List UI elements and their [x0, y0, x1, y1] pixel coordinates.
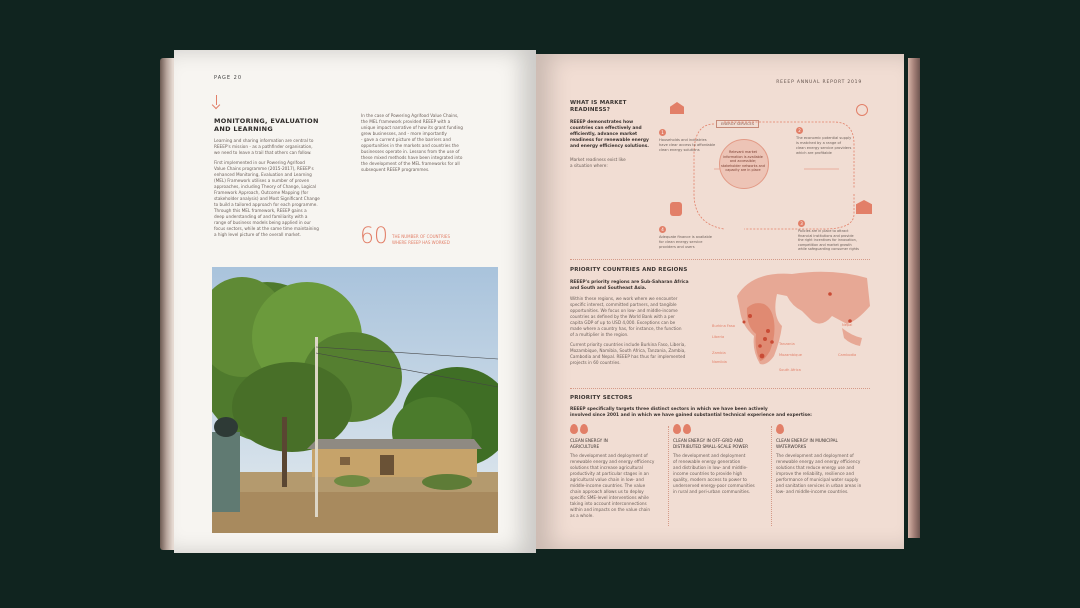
sector-divider — [771, 426, 772, 526]
sector-title-line: CLEAN ENERGY IN MUNICIPAL — [776, 438, 838, 443]
sector-waterworks — [776, 438, 876, 495]
col2-line: grew businesses, and - more importantly — [361, 131, 447, 136]
sectors-lead-line: involved since 2001 and in which we have gained substantial technical experience and expertise: — [570, 413, 812, 418]
market-center-text — [712, 150, 774, 173]
priority-lead-line: and South and Southeast Asia. — [570, 286, 647, 291]
sector-body-line: The development and deployment of — [570, 453, 648, 458]
priority-body-line: Mozambique, Namibia, South Africa, Tanzania, Zambia, — [570, 348, 686, 353]
page-number: PAGE 20 — [214, 75, 243, 81]
water-drop-icon — [580, 424, 588, 434]
col2-line: these mixed methods have been integrated into — [361, 155, 463, 160]
market-definition-line: Market readiness exist like — [570, 157, 626, 162]
col1-line: Through this MEL framework, REEEP gains a — [214, 208, 307, 213]
col1-line: deep understanding of and familiarity with a — [214, 214, 308, 219]
sector-body-line: quality, modern access to power to — [673, 477, 747, 482]
sector-title-line: DISTRIBUTED SMALL-SCALE POWER — [673, 444, 749, 449]
center-line: capacity are in place — [725, 168, 761, 173]
energy-services-label: ENERGY SERVICES — [716, 120, 759, 128]
node-3-line: while safeguarding consumer rights — [798, 247, 859, 252]
market-heading — [570, 100, 627, 114]
sector-body-line: in rural and peri-urban communities. — [673, 489, 751, 494]
world-map — [732, 266, 872, 376]
map-label-nepal: Nepal — [842, 323, 853, 327]
sector-body-line: taking into account interconnections — [570, 501, 647, 506]
map-label-zambia: Zambia — [712, 351, 726, 355]
market-intro-line: readiness for renewable energy — [570, 138, 649, 143]
sector-title-line: CLEAN ENERGY IN — [570, 438, 608, 443]
sector-body-line: of renewable energy generation — [673, 459, 741, 464]
sector-body-line: improve the reliability, resilience and — [776, 471, 854, 476]
col1-line: approaches, including Theory of Change, Logical — [214, 184, 317, 189]
market-definition — [570, 157, 626, 169]
sectors-lead — [570, 407, 870, 419]
market-intro-line: and energy efficiency solutions. — [570, 144, 649, 149]
book-right-edge — [908, 58, 920, 538]
sector-body-line: The development and deployment of — [776, 453, 854, 458]
node-3-line: financial institutions and provide — [798, 233, 854, 238]
col1-line: a high level picture of the overall market. — [214, 232, 301, 237]
sector-body-line: low- and middle-income countries. — [776, 489, 849, 494]
right-page — [536, 54, 904, 549]
sector-body-line: productivity at particular stages in an — [570, 471, 649, 476]
sector-body-line: income countries to provide high — [673, 471, 743, 476]
map-label-tanzania: Tanzania — [779, 342, 795, 346]
col1-line: Framework Approach, Outcome Mapping (for — [214, 190, 309, 195]
sector-body-line: middle-income countries. The value — [570, 483, 646, 488]
node-1-line: have clear access to affordable — [659, 143, 716, 147]
sectors-heading: PRIORITY SECTORS — [570, 395, 633, 401]
water-drop-icon — [570, 424, 578, 434]
col2-line: the development of the MEL frameworks for all — [361, 161, 460, 166]
priority-body-line: Within these regions, we work where we encounter — [570, 296, 678, 301]
village-photo — [212, 267, 498, 533]
left-page — [174, 50, 536, 553]
node-2 — [796, 117, 876, 156]
node-1-line: Households and industries — [659, 138, 707, 142]
lightbulb-icon — [856, 104, 868, 116]
sector-body-line: solutions that increase agricultural — [570, 465, 643, 470]
map-label-liberia: Liberia — [712, 335, 725, 339]
sector-body-line: specific SME-level interventions while — [570, 495, 649, 500]
node-3-line: competition and market growth — [798, 242, 852, 247]
market-intro-line: efficiently, advance market — [570, 132, 638, 137]
node-4-line: providers and users — [659, 245, 695, 249]
sector-off-grid — [673, 438, 773, 495]
center-line: Relevant market — [729, 150, 757, 154]
market-intro-line: REEEP demonstrates how — [570, 120, 634, 125]
map-label-burkina-faso: Burkina Faso — [712, 324, 735, 328]
col1-line: Value Chains programme (2015-2017), REEEP's — [214, 166, 314, 171]
market-definition-line: a situation where: — [570, 163, 608, 168]
col1-line: enhanced Monitoring, Evaluation and Learning — [214, 172, 312, 177]
node-3 — [798, 210, 888, 252]
col1-line: we need to leave a trail that others can follow. — [214, 150, 312, 155]
priority-lead-line: REEEP's priority regions are Sub-Saharan Africa — [570, 280, 689, 285]
sector-body-line: within and impacts on the value chain — [570, 507, 651, 512]
col2-line: - gave a current picture of the barriers and — [361, 137, 451, 142]
node-3-line: Policies are in place to attract — [798, 229, 849, 233]
water-drop-icon — [776, 424, 784, 434]
priority-body-line: Cambodia and Nepal. REEEP has thus far implemented — [570, 354, 686, 359]
node-2-line: which are profitable — [796, 151, 832, 155]
village-photo-illustration — [212, 267, 498, 533]
priority-lead — [570, 280, 720, 292]
priority-body-line: countries as defined by the World Bank with a per — [570, 314, 675, 319]
sector-body-line: renewable energy and energy efficiency — [570, 459, 655, 464]
col1-line: REEEP's mission - as a pathfinder organisation, — [214, 144, 313, 149]
col2-line: opportunities in the markets and countries the — [361, 143, 459, 148]
col2-line: subsequent REEEP programmes. — [361, 167, 430, 172]
section-divider — [570, 259, 870, 260]
stat-caption-line: THE NUMBER OF COUNTRIES — [392, 234, 450, 239]
stat-caption-line: WHERE REEEP HAS WORKED — [392, 240, 450, 245]
sector-body-line: agricultural value chain in low- and — [570, 477, 644, 482]
arrow-head-icon — [212, 101, 220, 109]
center-line: stakeholder networks and — [721, 163, 765, 168]
center-line: and accessible; — [729, 159, 757, 164]
mel-column-2 — [361, 113, 491, 173]
col1-line: focus sectors, while at the same time maintaining — [214, 226, 319, 231]
running-head: REEEP ANNUAL REPORT 2019 — [776, 80, 862, 85]
water-drop-icon — [683, 424, 691, 434]
priority-body-line: made where a country has, for instance, the function — [570, 326, 682, 331]
sector-body-line: solutions that reduce energy use and — [776, 465, 855, 470]
sector-body-line: renewable energy and energy efficiency — [776, 459, 861, 464]
stat-number: 60 — [360, 224, 388, 249]
sector-title-line: WATERWORKS — [776, 444, 807, 449]
sector-body-line: and distribution in low- and middle- — [673, 465, 748, 470]
market-intro — [570, 120, 660, 150]
col1-line: range of business models being applied in our — [214, 220, 311, 225]
col1-line: First implemented in our Powering Agrifood — [214, 160, 305, 165]
node-4 — [659, 216, 739, 250]
node-2-line: The economic potential supply — [796, 136, 852, 140]
col2-line: the MEL framework provided REEEP with a — [361, 119, 451, 124]
priority-body-line: capita GDP of up to USD 4,000. Exceptions can be — [570, 320, 676, 325]
sector-body-line: as a whole. — [570, 513, 594, 518]
sectors-lead-line: REEEP specifically targets three distinct sectors in which we have been actively — [570, 407, 768, 412]
sector-agriculture — [570, 438, 665, 519]
sector-body-line: and sanitation services in urban areas in — [776, 483, 862, 488]
center-line: information is available — [723, 154, 763, 159]
section-divider — [570, 388, 870, 389]
sector-body-line: underserved energy-poor communities — [673, 483, 755, 488]
priority-heading: PRIORITY COUNTRIES AND REGIONS — [570, 267, 688, 273]
sector-divider — [668, 426, 669, 526]
sector-title-line: CLEAN ENERGY IN OFF-GRID AND — [673, 438, 744, 443]
priority-body — [570, 296, 720, 366]
col1-line: (MEL) Framework utilises a number of proven — [214, 178, 310, 183]
col2-line: businesses operate in. Lessons from the use of — [361, 149, 460, 154]
market-heading-line: READINESS? — [570, 107, 611, 113]
priority-body-line: opportunities. We focus on low- and middle-income — [570, 308, 678, 313]
node-1-line: clean energy solutions — [659, 148, 700, 152]
market-intro-line: countries can effectively and — [570, 126, 642, 131]
col1-line: to build a tailored approach for each programme. — [214, 202, 318, 207]
open-report-book — [160, 50, 920, 555]
col2-line: unique impact narrative of how its grant funding — [361, 125, 463, 130]
node-2-line: is matched by a range of — [796, 141, 841, 145]
node-2-number: 2 — [796, 127, 803, 134]
node-4-line: for clean energy service — [659, 240, 703, 244]
node-4-line: Adequate finance is available — [659, 235, 712, 239]
node-2-line: clean energy service providers — [796, 146, 852, 150]
mel-heading: MONITORING, EVALUATION AND LEARNING — [214, 117, 319, 133]
map-label-south-africa: South Africa — [779, 368, 801, 372]
priority-body-line: Current priority countries include Burkina Faso, Liberia, — [570, 342, 686, 347]
node-3-number: 3 — [798, 220, 805, 227]
priority-body-line: of a multiplier in the region. — [570, 332, 629, 337]
col2-line: In the case of Powering Agrifood Value Chains, — [361, 113, 459, 118]
sector-title-line: AGRICULTURE — [570, 444, 600, 449]
sector-body-line: chain approach allows us to deploy — [570, 489, 644, 494]
col1-line: stakeholder analysis) and Most Significant Change — [214, 196, 320, 201]
node-1-number: 1 — [659, 129, 666, 136]
sector-body-line: The development and deployment — [673, 453, 746, 458]
map-label-cambodia: Cambodia — [838, 353, 857, 357]
priority-body-line: specific interest, committed partners, and tangible — [570, 302, 677, 307]
mel-column-1 — [214, 138, 344, 238]
map-label-mozambique: Mozambique — [779, 353, 802, 357]
sector-body-line: performance of municipal water supply — [776, 477, 859, 482]
water-drop-icon — [673, 424, 681, 434]
node-4-number: 4 — [659, 226, 666, 233]
stat-caption — [392, 234, 450, 246]
priority-body-line: projects in 60 countries. — [570, 360, 621, 365]
money-bag-icon — [670, 202, 682, 216]
node-3-line: the right incentives for innovation, — [798, 238, 857, 243]
market-heading-line: WHAT IS MARKET — [570, 100, 627, 106]
col1-line: Learning and sharing information are central to — [214, 138, 314, 143]
map-label-namibia: Namibia — [712, 360, 727, 364]
